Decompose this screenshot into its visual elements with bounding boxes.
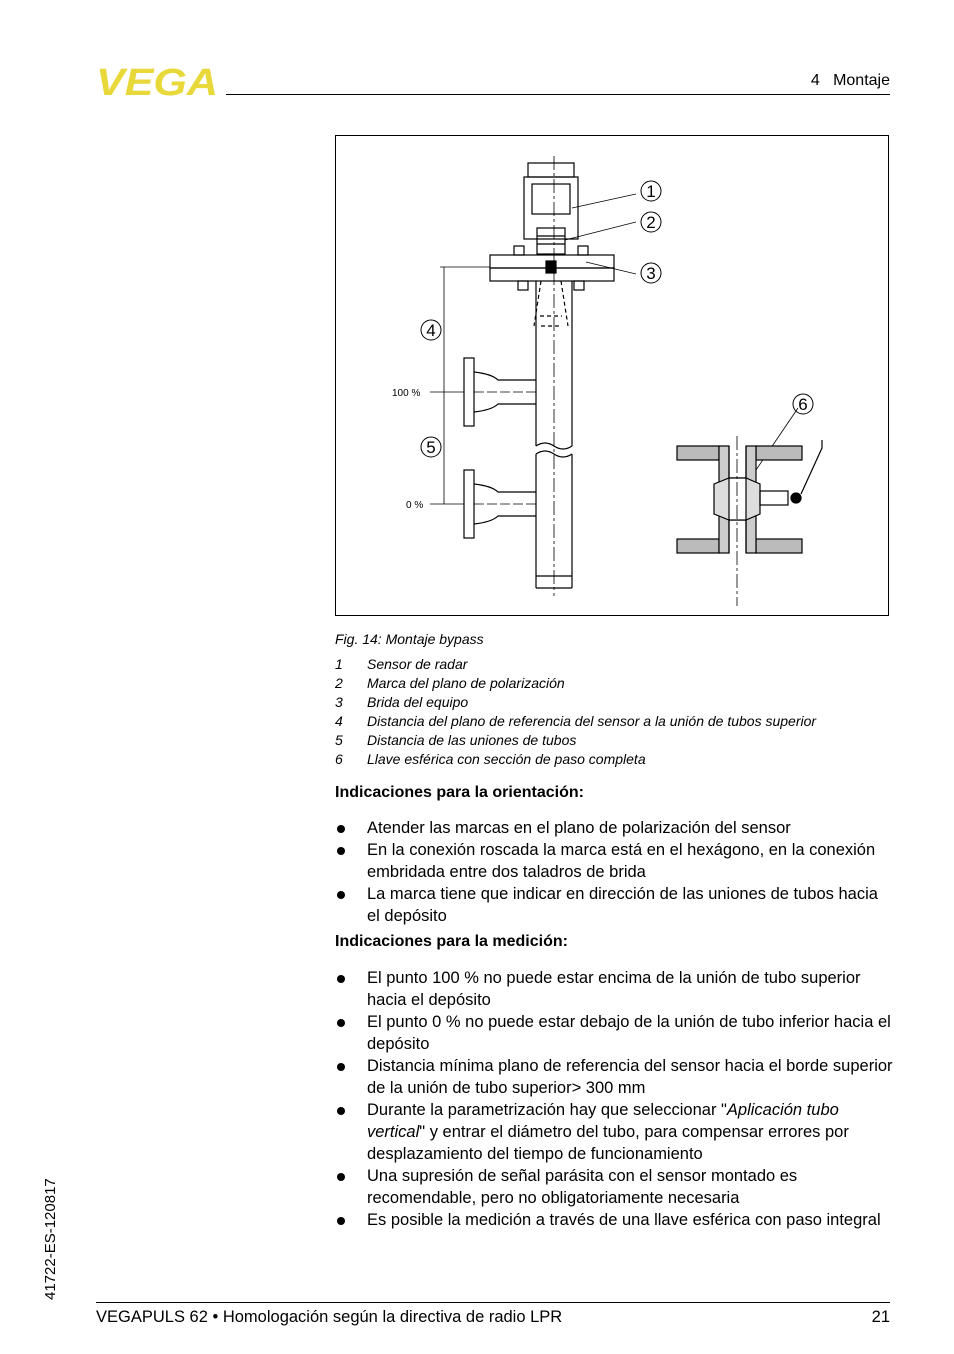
legend-item: 6 Llave esférica con sección de paso completa — [335, 751, 646, 767]
figure-legend — [335, 656, 895, 770]
legend-item: 4 Distancia del plano de referencia del sensor a la unión de tubos superior — [335, 713, 817, 729]
list-item: Distancia mínima plano de referencia del sensor hacia el borde superior de la unión de tubo superior> 300 mm — [335, 1055, 895, 1099]
orientation-list — [335, 817, 895, 927]
header-rule — [226, 94, 890, 95]
measurement-heading: Indicaciones para la medición: — [335, 933, 568, 950]
flange-bolt — [514, 246, 524, 255]
svg-text:4: 4 — [426, 321, 436, 340]
legend-item: 2 Marca del plano de polarización — [335, 675, 565, 691]
bypass-diagram — [336, 136, 890, 617]
legend-item: 5 Distancia de las uniones de tubos — [335, 732, 577, 748]
svg-text:6: 6 — [798, 395, 808, 414]
orientation-heading: Indicaciones para la orientación: — [335, 784, 584, 801]
flange-bolt — [518, 281, 528, 290]
measurement-list — [335, 967, 895, 1231]
ball-valve — [677, 436, 822, 606]
list-item: Durante la parametrización hay que seleccionar "Aplicación tubo vertical" y entrar el diámetro del tubo, para compensar errores por desplazamiento del tiempo de funcionamiento — [335, 1099, 895, 1165]
section-label: 4 Montaje — [810, 72, 890, 89]
footer-rule — [96, 1302, 890, 1303]
flange-bolt — [578, 246, 588, 255]
list-item: Una supresión de señal parásita con el sensor montado es recomendable, pero no obligatoriamente necesaria — [335, 1165, 895, 1209]
flange-bolt — [574, 281, 584, 290]
list-item: Atender las marcas en el plano de polarización del sensor — [335, 817, 895, 839]
list-item: Es posible la medición a través de una llave esférica con paso integral — [335, 1209, 895, 1231]
lower-connection-flange — [464, 470, 474, 538]
figure-caption: Fig. 14: Montaje bypass — [335, 631, 484, 647]
page-number: 21 — [871, 1308, 890, 1326]
upper-connection-flange — [464, 358, 474, 426]
list-item: El punto 100 % no puede estar encima de la unión de tubo superior hacia el depósito — [335, 967, 895, 1011]
list-item: En la conexión roscada la marca está en el hexágono, en la conexión embridada entre dos taladros de brida — [335, 839, 895, 883]
list-item: La marca tiene que indicar en dirección de las uniones de tubos hacia el depósito — [335, 883, 895, 927]
footer-title: VEGAPULS 62 • Homologación según la directiva de radio LPR — [96, 1308, 563, 1326]
figure-bypass-mounting — [335, 135, 889, 616]
sensor-neck — [537, 228, 565, 254]
polarization-mark — [546, 261, 556, 273]
legend-item: 3 Brida del equipo — [335, 694, 469, 710]
svg-text:3: 3 — [646, 264, 656, 283]
list-item: El punto 0 % no puede estar debajo de la unión de tubo inferior hacia el depósito — [335, 1011, 895, 1055]
sensor-cap — [528, 163, 574, 177]
legend-item: 1 Sensor de radar — [335, 656, 468, 672]
level-100-label: 100 % — [392, 388, 421, 399]
vega-logo — [96, 64, 220, 98]
svg-text:2: 2 — [646, 213, 656, 232]
svg-text:1: 1 — [646, 182, 656, 201]
sensor-window — [532, 184, 570, 214]
document-id: 41722-ES-120817 — [42, 1178, 59, 1300]
svg-text:VEGA: VEGA — [96, 64, 218, 98]
svg-text:5: 5 — [426, 438, 436, 457]
level-0-label: 0 % — [406, 500, 424, 511]
